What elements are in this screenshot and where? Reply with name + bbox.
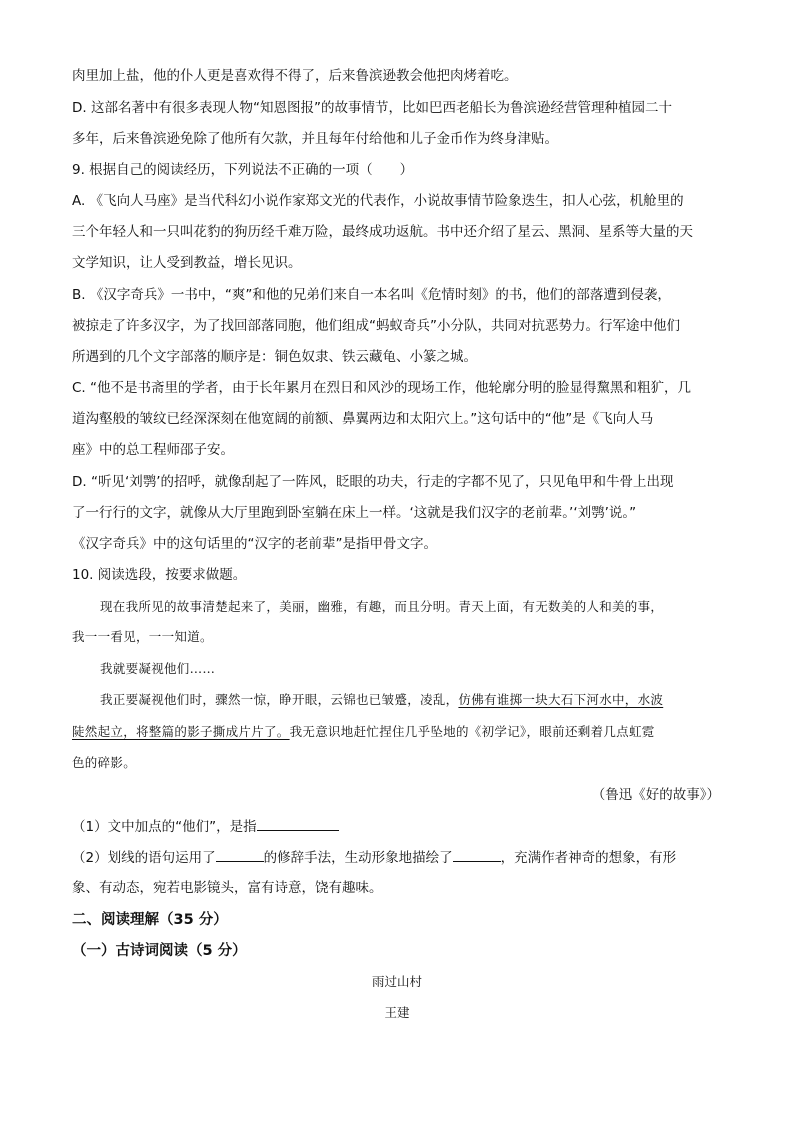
q10-sub2-text: ，充满作者神奇的想象，有形 [500,850,677,866]
passage-line: 色的碎影。 [72,755,137,770]
q9-option-a-line: A. 《飞向人马座》是当代科幻小说作家郑文光的代表作，小说故事情节险象迭生，扣人心弦，机舱里的 [72,193,684,209]
section-heading: 二、阅读理解（35 分） [72,912,228,928]
poem-title: 雨过山村 [371,974,422,989]
q9-option-d-line: 了一行行的文字，就像从大厅里跑到卧室躺在床上一样。‘这就是我们汉字的老前辈。’‘刘鹗’说。” [72,505,637,521]
q9-option-c-line: 道沟壑般的皱纹已经深深刻在他宽阔的前额、鼻翼两边和太阳穴上。”这句话中的“他”是《飞向人马 [72,411,654,427]
q9-option-d-line: 《汉字奇兵》中的这句话里的“汉字的老前辈”是指甲骨文字。 [72,536,437,552]
passage-text: 我无意识地赶忙捏住几乎坠地的《初学记》，眼前还剩着几点虹霓 [289,724,655,739]
q8-option-d-line: 多年，后来鲁滨逊免除了他所有欠款，并且每年付给他和儿子金币作为终身津贴。 [72,131,558,147]
passage-text: 我正要凝视他们时，骤然一惊，睁开眼，云锦也已皱蹙，凌乱， [100,692,459,707]
poem-author: 王建 [384,1005,410,1020]
passage-line: 我一一看见，一一知道。 [72,629,213,644]
q9-option-b-line: B. 《汉字奇兵》一书中，“爽”和他的兄弟们来自一本名叫《危情时刻》的书，他们的部落遭到侵袭， [72,287,671,303]
underlined-sentence: 仿佛有谁掷一块大石下河水中，水波 [458,692,664,707]
q10-sub2-text: （2）划线的语句运用了 [72,850,216,866]
q9-option-c-line: 座》中的总工程师邵子安。 [72,442,234,458]
passage-source: （鲁迅《好的故事》） [591,787,720,803]
q9-option-b-line: 所遇到的几个文字部落的顺序是：铜色奴隶、铁云藏龟、小篆之城。 [72,349,477,365]
passage-line [100,690,720,710]
subsection-heading: （一）古诗词阅读（5 分） [72,943,247,959]
q9-stem: 9. 根据自己的阅读经历，下列说法不正确的一项（ ） [72,162,414,178]
passage-line [72,722,722,742]
q8-option-d-line: D. 这部名著中有很多表现人物“知恩图报”的故事情节，比如巴西老船长为鲁滨逊经营管理种植园二十 [72,100,672,116]
answer-blank[interactable] [216,847,264,862]
q9-option-d-line: D. “听见‘刘鹗’的招呼，就像刮起了一阵风，眨眼的功夫，行走的字都不见了，只见龟甲和牛骨上出现 [72,474,674,490]
q9-option-a-line: 文学知识，让人受到教益，增长见识。 [72,255,302,271]
passage-line: 现在我所见的故事清楚起来了，美丽，幽雅，有趣，而且分明。青天上面，有无数美的人和美的事， [100,599,664,614]
answer-blank[interactable] [257,816,339,831]
passage-line: 我就要凝视他们…… [100,661,216,676]
underlined-sentence: 陡然起立，将整篇的影子撕成片片了。 [72,724,290,739]
q10-stem: 10. 阅读选段，按要求做题。 [72,567,247,583]
q9-option-b-line: 被掠走了许多汉字，为了找回部落同胞，他们组成“蚂蚁奇兵”小分队，共同对抗恶势力。行军途中他们 [72,318,680,334]
q10-sub2-text: 的修辞手法，生动形象地描绘了 [263,850,453,866]
answer-blank[interactable] [453,847,501,862]
q10-sub1-text: （1）文中加点的“他们”，是指 [72,819,257,835]
q10-sub2 [72,847,722,868]
q10-sub1 [72,816,722,837]
q9-option-c-line: C. “他不是书斋里的学者，由于长年累月在烈日和风沙的现场工作，他轮廓分明的脸显得黧黑和粗犷，几 [72,380,692,396]
q8-text-line: 肉里加上盐，他的仆人更是喜欢得不得了，后来鲁滨逊教会他把肉烤着吃。 [72,68,518,84]
q9-option-a-line: 三个年轻人和一只叫花豹的狗历经千难万险，最终成功返航。书中还介绍了星云、黑洞、星系等大量的天 [72,224,693,240]
q10-sub2-line: 象、有动态，宛若电影镜头，富有诗意，饶有趣味。 [72,880,383,896]
